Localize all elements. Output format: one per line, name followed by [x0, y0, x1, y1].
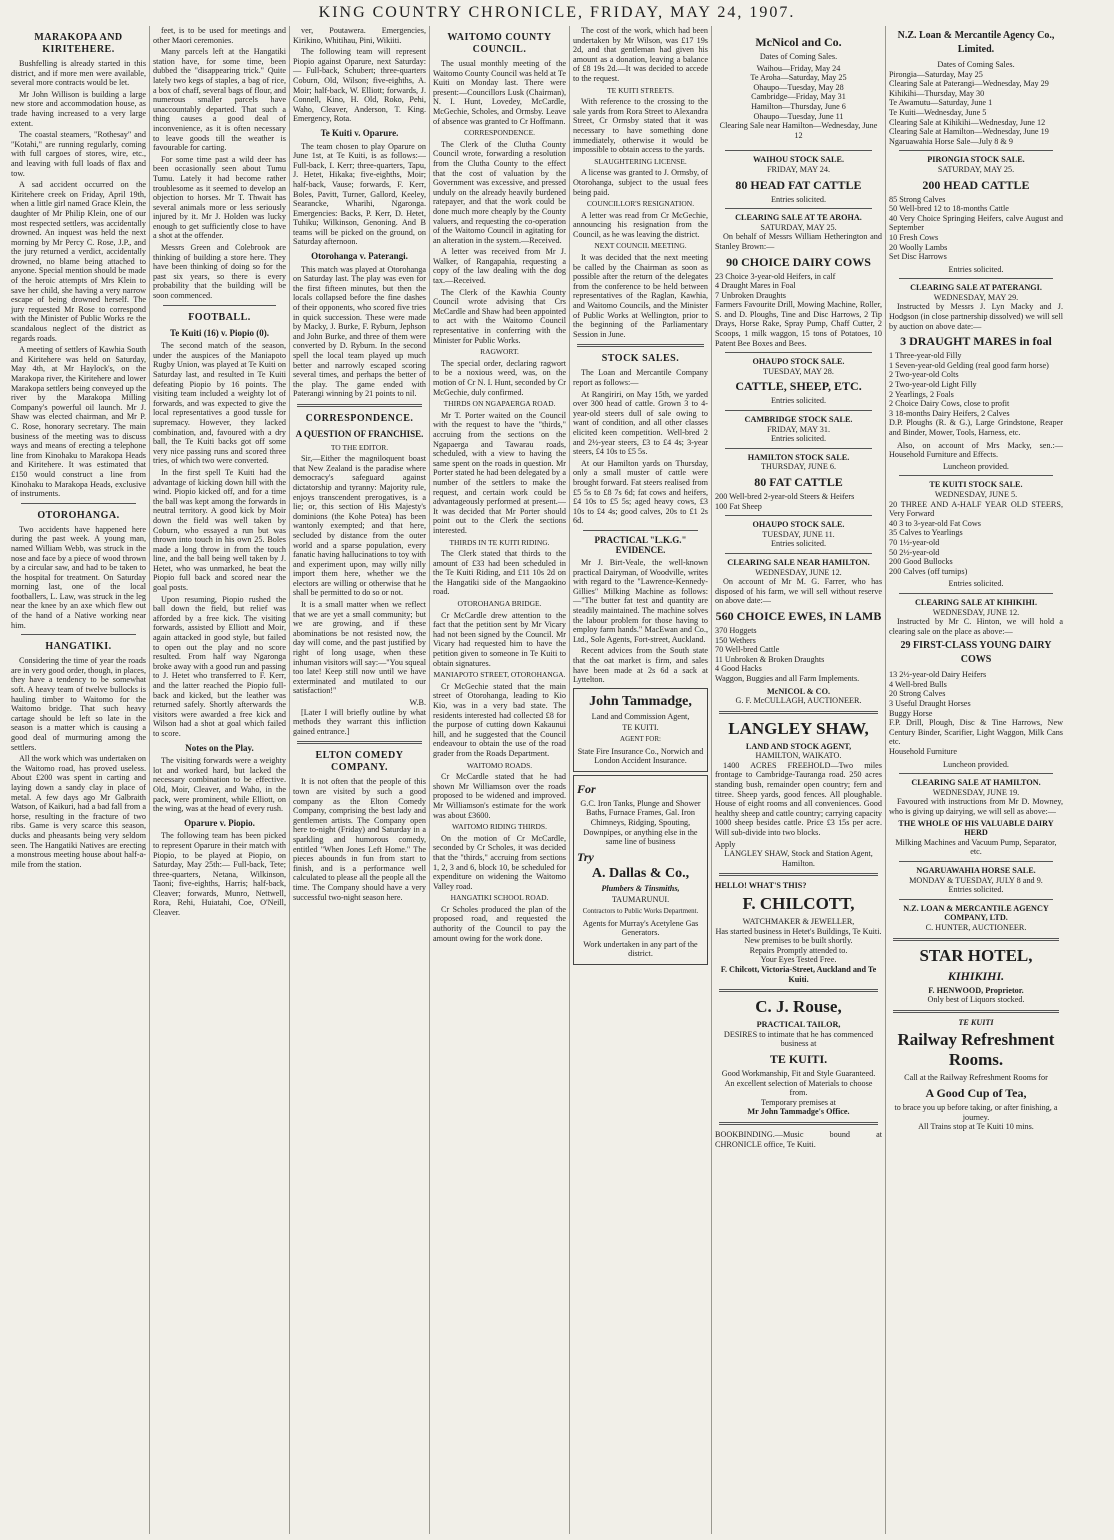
editor-note: [Later I will briefly outline by what methods they warrant this infliction gained entrance.] [293, 707, 426, 736]
subheading: THIRDS IN TE KUITI RIDING. [449, 537, 550, 547]
article-paragraph: The Clerk of the Clutha County Council wrote, forwarding a resolution from the Clutha County to the effect that the cost of valuation by the Government was excessive, and pressed unduly on the already heavily burdened ratepayer, and that the work could be done much more cheaply by the County valuers, and requesting the co-operation of the Waitomo Council in agitating for an alteration in the system.—Received. [433, 139, 566, 245]
ad-text: State Fire Insurance Co., Norwich and London Accident Insurance. [577, 746, 704, 766]
list-item: 2 Two-year-old Light Filly [889, 380, 977, 390]
sale-date: WEDNESDAY, JUNE 12. [932, 607, 1020, 617]
list-item: Pirongia—Saturday, May 25 [889, 69, 983, 79]
heading-council: WAITOMO COUNTY COUNCIL. [447, 32, 552, 55]
sale-text: Favoured with instructions from Mr D. Mowney, who is giving up dairying, we will sell as above:— [889, 797, 1063, 816]
list-item: 50 Well-bred 12 to 18-months Cattle [889, 204, 1009, 214]
article-paragraph: Mr T. Porter waited on the Council with the request to have the "thirds," accruing from the sections on the Ngapaerga and Tawarau roads, scheduled, with a view to having the same spent on the roads in question. Mr Porter stated he had been delegated by a number of the settlers to make the request, and certain work could be advantageously performed at present.—It was decided that Mr Porter should point out to the Clerk the sections interested. [433, 410, 566, 535]
divider [893, 938, 1059, 941]
ad-text: Try [577, 849, 594, 864]
ad-text: Agents for Murray's Acetylene Gas Generators. [582, 918, 699, 938]
list-item: Clearing Sale at Hamilton—Wednesday, June 19 [889, 127, 1049, 137]
article-paragraph: feet, is to be used for meetings and other Maori ceremonies. [153, 26, 286, 45]
sale-date: WEDNESDAY, JUNE 12. [755, 567, 842, 577]
subheading: THIRDS ON NGAPAERGA ROAD. [443, 399, 556, 409]
sale-note: Entries solicited. [948, 885, 1004, 895]
list-item: 70 Well-bred Cattle [715, 645, 780, 655]
heading-lkg: PRACTICAL "L.K.G." EVIDENCE. [594, 534, 687, 555]
article-paragraph: Cr McGechie stated that the main street of Otorohanga, leading to Kio Kio, was in a very bad state. The residents interested had collected £8 for the purpose of cutting down Kakaunui hill, and he suggested that the Council endeavour to obtain the use of the road grader from the Roads Department. [433, 681, 566, 758]
article-paragraph: In the first spell Te Kuiti had the advantage of kicking down hill with the wind. Piopio kicked off, and for a time the ball was kept among the forwards in neutral territory. A good kick by Moir down the field was well taken by Coburn, who essayed a run but was thrown into touch in his own 25. Boles made a long throw in from the touch line, and the ball being well taken by J. Hetet, who was unmarked, he beat the Piopio full back and scored near the goal posts. [153, 467, 286, 593]
ad-text: Repairs Promptly attended to. [749, 945, 848, 955]
ad-title: STAR HOTEL, [919, 945, 1033, 965]
list-item: 100 Fat Sheep [715, 501, 762, 511]
ad-text: For [577, 781, 596, 796]
ad-text: WATCHMAKER & JEWELLER, [742, 917, 855, 926]
heading-elton: ELTON COMEDY COMPANY. [315, 750, 404, 774]
list-item: 4 Well-bred Bulls [889, 679, 947, 689]
list-item: 3 Useful Draught Horses [889, 699, 971, 709]
ad-text: Apply [715, 839, 736, 849]
to-editor: TO THE EDITOR. [330, 442, 389, 452]
ad-text: A Good Cup of Tea, [925, 1085, 1027, 1100]
subheading-franchise: A QUESTION OF FRANCHISE. [295, 428, 424, 439]
article-paragraph: A sad accident occurred on the Kiritehere creek on Friday, April 19th, when a little girl named Grace Klein, the daughter of Mr Philip Klein, one of our most respected settlers, was accidentally drowned. An inquest was held the next morning by Mr Percy C. Rose, J.P., and the jury returned a verdict, accidentally drowned, no blame being attached to anyone. Special mention should be made of the heroic attempts of Mrs Klein to save her child, she having a very narrow escape of being drowned herself. The jury requested Mr Rose to correspond with the Minister of Public Works re the scandalous neglect of the district as regards roads. [11, 180, 146, 343]
sale-date: TUESDAY, JUNE 11. [762, 529, 835, 539]
divider [899, 150, 1053, 151]
sale-note: Luncheon provided. [943, 461, 1009, 471]
ad-title: John Tammadge, [589, 693, 692, 709]
subheading: RAGWORT. [480, 347, 519, 357]
divider [21, 503, 136, 504]
sale-text: On behalf of Messrs William Hetherington and Stanley Brown:— [715, 232, 882, 251]
list-item: Ohaupo—Tuesday, May 28 [753, 82, 844, 92]
divider [583, 530, 698, 531]
list-item: Set Disc Harrows [889, 252, 947, 262]
article-paragraph: The usual monthly meeting of the Waitomo County Council was held at Te Kuiti on Monday last. There were present:—Councillors Lusk (Chairman), N. I. Hunt, Lovedey, McCardle, McGechie, Scholes, and Ormsby. Leave of absence was granted to Cr Hoffmann. [433, 59, 566, 126]
article-paragraph: The special order, declaring ragwort to be a noxious weed, was, on the motion of Cr N. I. Hunt, seconded by Cr McGechie, duly confirmed. [433, 358, 566, 397]
list-item: 20 THREE AND A-HALF YEAR OLD STEERS, Very Forward [889, 499, 1063, 519]
divider [725, 208, 872, 209]
ad-text: to brace you up before taking, or after finishing, a journey. [894, 1102, 1058, 1122]
subheading: NEXT COUNCIL MEETING. [594, 241, 687, 251]
article-paragraph: Messrs Green and Colebrook are thinking of building a store here. They have been thinking of doing so for the past six years, so there is every probability that the building will be soon commenced. [153, 243, 286, 301]
ad-text: Plumbers & Tinsmiths, [601, 883, 680, 893]
ad-text: Land and Commission Agent, [591, 711, 690, 721]
sale-note: Entries solicited. [770, 194, 827, 204]
divider [899, 475, 1053, 476]
article-paragraph: The Clerk stated that thirds to the amount of £33 had been scheduled in the Te Kuiti Riding, and £11 10s 2d on the Hangatiki side of the Mangaokino road. [433, 549, 566, 597]
sale-title: WAIHOU STOCK SALE. [752, 155, 845, 165]
list-item: Buggy Horse [889, 708, 933, 718]
subheading: WAITOMO ROADS. [466, 760, 533, 770]
ad-mcnicol [715, 29, 882, 146]
article-paragraph: ver, Poutawera. Emergencies, Kirikino, Whitihau, Pini, Wikiiti. [293, 26, 426, 45]
ad-text: Call at the Railway Refreshment Rooms for [904, 1073, 1048, 1083]
masthead: KING COUNTRY CHRONICLE, FRIDAY, MAY 24, 1907. [318, 4, 796, 21]
sale-title: OHAUPO STOCK SALE. [752, 357, 845, 367]
list-item: Te Kuiti—Wednesday, June 5 [889, 107, 987, 117]
heading-football: FOOTBALL. [188, 311, 251, 323]
subheading-oparure: Oparure v. Piopio. [184, 817, 255, 828]
heading-stock-sales: STOCK SALES. [601, 353, 680, 365]
divider [719, 989, 878, 992]
list-item: 11 Unbroken & Broken Draughts [715, 654, 825, 664]
sale-note: Luncheon provided. [943, 759, 1009, 769]
column-1 [8, 26, 150, 1534]
list-item: 20 Woolly Lambs [889, 242, 948, 252]
heading-marakopa: MARAKOPA AND KIRITEHERE. [34, 32, 123, 55]
ad-text: AGENT FOR: [620, 735, 661, 743]
list-item: 10 Fresh Cows [889, 232, 939, 242]
list-item: Waihou—Friday, May 24 [756, 63, 841, 73]
divider [899, 278, 1053, 279]
subheading: HANGATIKI SCHOOL ROAD. [450, 893, 549, 903]
article-paragraph: All the work which was undertaken on the Waitomo road, has proved useless. About £200 was spent in carting and laying down a sandy clay in place of metal. A few days ago Mr Galbraith Watson, of Kaikuri, had a bad fall from a horse, resulting in the fracture of two ribs. Game is very scarce this season, ducks and pheasants being very seldom seen. The Hangatiki Natives are erecting a monstrous meeting house about half-a-mile from the station. [11, 754, 146, 869]
sale-note: Entries solicited. [948, 264, 1004, 274]
divider [719, 711, 878, 714]
subheading-match: Te Kuiti (16) v. Piopio (0). [170, 327, 269, 338]
article-paragraph: The cost of the work, which had been undertaken by Mr Wilson, was £17 19s 2d, and that gentleman had given his amount as a donation, leaving a balance of £8 19s 2d.—It was decided to accede to the request. [573, 26, 708, 83]
divider [719, 873, 878, 876]
article-paragraph: Considering the time of year the roads are in very good order, though, in places, they have a tendency to be somewhat soft. A heavy team of twelve bullocks is hauling timber to Waitomo for the Waitomo bridge. That such heavy cartage should be left so late in the season is a matter which is causing a good deal of murmuring among the settlers. [11, 656, 146, 752]
article-paragraph: The Clerk of the Kawhia County Council wrote advising that Crs McCardle and Shaw had been appointed to act with the Waitomo Council representative in conferring with the Minister for Public Works. [433, 287, 566, 345]
divider [297, 741, 422, 744]
sale-title: CLEARING SALE AT KIHIKIHI. [914, 597, 1038, 607]
ad-text: TE KUITI [958, 1017, 994, 1027]
ad-text: KIHIKIHI. [947, 968, 1005, 983]
ad-dallas [573, 775, 708, 965]
list-item: 35 Calves to Yearlings [889, 528, 963, 538]
divider [893, 1010, 1059, 1013]
newspaper-page [8, 26, 1106, 1534]
ad-text: HELLO! WHAT'S THIS? [715, 881, 807, 891]
ad-text: TAUMARUNUI. [611, 895, 670, 905]
list-item: 2 Yearlings, 2 Foals [889, 389, 954, 399]
ad-text: Work undertaken in any part of the district. [583, 939, 698, 959]
article-paragraph: At Rangiriri, on May 15th, we yarded over 300 head of cattle. Grown 3 to 4-year-old steers dull of sale owing to want of condition, and all other classes elicited keen competition. Well-bred 2 and 2½-year steers, £3 to £4 4s; 3-year steers, £4 10s to £5 5s. [573, 389, 708, 457]
article-paragraph: A license was granted to J. Ormsby, of Otorohanga, subject to the usual fees being paid. [573, 168, 708, 197]
signature: N.Z. LOAN & MERCANTILE AGENCY COMPANY, LTD. [903, 903, 1049, 923]
sale-dates [718, 64, 879, 141]
list-item: Clearing Sale near Hamilton—Wednesday, June 12 [719, 121, 878, 140]
divider [899, 593, 1053, 594]
sale-headline: 560 CHOICE EWES, IN LAMB [715, 608, 882, 623]
article-paragraph: Many parcels left at the Hangatiki station have, for some time, been dubbed the "disappearing trick." Quite lately two kegs of staples, a bag of rice, a box of chaff, several bags of flour, and numerous smaller parcels have unaccountably departed. That such a thing causes a good deal of inconvenience, as it is often necessary to leave goods till the weather is favourable for carting. [153, 47, 286, 153]
article-paragraph: Two accidents have happened here during the past week. A young man, named William Webb, was struck in the nose and face by a piece of wood thrown by a circular saw, and had to be taken to the hospital for treatment. On Saturday morning last, one of the local footballers, L. Law, was struck in the leg near the knee by an axe which flew out of the hand of a Native working near him. [11, 524, 146, 630]
ad-text: TE KUITI. [622, 723, 659, 733]
list-item: 200 Calves (off turnips) [889, 566, 968, 576]
sale-title: CLEARING SALE AT PATERANGI. [910, 283, 1042, 293]
list-item: 150 Wethers [715, 635, 756, 645]
list-item: 50 2½-year-old [889, 547, 940, 557]
sale-headline: 80 HEAD FAT CATTLE [735, 177, 862, 192]
divider [297, 404, 422, 407]
ad-text: Mr John Tammadge's Office. [747, 1107, 850, 1117]
sale-items [889, 670, 1063, 756]
column-3 [290, 26, 430, 1534]
ad-text: Only best of Liquors stocked. [927, 995, 1025, 1005]
sale-note: Entries solicited. [770, 539, 827, 549]
list-item: Ngaruawahia Horse Sale—July 8 & 9 [889, 136, 1013, 146]
list-item: 2 Two-year-old Colts [889, 370, 959, 380]
sale-headline: 29 FIRST-CLASS YOUNG DAIRY COWS [900, 640, 1052, 666]
article-paragraph: The coastal steamers, "Rothesay" and "Kotahi," are running regularly, coming with full cargoes of stores, wire, etc., and leaving with full loads of flax and tow. [11, 130, 146, 178]
subheading: COUNCILLOR'S RESIGNATION. [586, 199, 695, 209]
article-paragraph: It was decided that the next meeting be called by the Chairman as soon as possible after the return of the delegates from the conference to be held between representatives of the Raglan, Kawhia, and Waitomo Councils, and the Minister of Public Works at Wellington, prior to the beginning of the Parliamentary Session in June. [573, 253, 708, 339]
article-paragraph: Cr McCardle drew attention to the fact that the petition sent by Mr Vicary had not been signed by the Council. Mr Vicary had requested him to have the petition given to someone in Te Kuiti to obtain signatures. [433, 610, 566, 668]
ad-text: All Trains stop at Te Kuiti 10 mins. [918, 1122, 1034, 1132]
list-item: Farmers Favourite Drill, Mowing Machine, Roller, S. and D. Ploughs, Tine and Disc Harrows, 2 Tip Drays, Horse Rake, Spray Pump, Chaff Cutter, 2 Scoops, 1 milk waggon, 15 tons of Potatoes, 10 Patent Bee Boxes and Bees. [715, 300, 882, 348]
column-5 [570, 26, 712, 1534]
ad-text: HAMILTON, WAIKATO. [755, 751, 842, 761]
sale-title: CAMBRIDGE STOCK SALE. [744, 415, 853, 425]
ad-text: DESIRES to intimate that he has commenced business at [723, 1029, 874, 1049]
article-paragraph: Bushfelling is already started in this district, and if more men were available, several more contracts would be let. [11, 59, 146, 88]
list-item: 70 1½-year-old [889, 537, 940, 547]
ad-text: New premises to be built shortly. [744, 936, 853, 946]
sale-title: CLEARING SALE AT TE AROHA. [735, 213, 862, 223]
ad-text: PRACTICAL TAILOR, [756, 1020, 841, 1030]
article-paragraph: A meeting of settlers of Kawhia South and Kiritehere was held on Saturday, May 4th, at Mr Haylock's, on the Marakopa river, the Kiritehere and lower Marakopa settlers being conveyed up the river by the Marakopa Milling Company's powerful oil launch. Mr J. Shaw was elected chairman, and Mr P. C. Rose, honorary secretary. The main business of the meeting was to discuss ways and means of erecting a telephone line from Kinohaku to Marakopa Heads and Kiritehere. It was estimated that £150 would construct a line from Kinohaku to Marakopa Heads, exclusive of instruments. [11, 345, 146, 499]
ad-text: TE KUITI. [769, 1051, 828, 1066]
article-paragraph: Mr John Willison is building a large new store and accommodation house, as trade having increased to a very large extent. [11, 89, 146, 128]
divider [21, 634, 136, 635]
list-item: 40 Very Choice Springing Heifers, calve August and September [889, 213, 1063, 233]
list-item: Ohaupo—Tuesday, June 11 [753, 111, 844, 121]
list-item: 7 Unbroken Draughts [715, 290, 786, 300]
divider [899, 861, 1053, 862]
article-paragraph: Sir,—Either the magniloquent boast that New Zealand is the paradise where democracy's safeguard against dictatorship and tyranny: Majority rule, enjoys transcendent prerogatives, is a lie; or, this section of His Majesty's dominions (the Kohe Potea) has been wantonly exempted; and that here, secluded by distance from the outer world and a sparse population, every fanatic having hallucinations to toy with and experiment upon, may willy nilly import them here, whether we the electors are willing or otherwise that he shall be permitted to do so or not. [293, 454, 426, 598]
sale-items [715, 272, 882, 349]
ad-text: Dates of Coming Sales. [759, 52, 838, 61]
sale-headline: THE WHOLE OF HIS VALUABLE DAIRY HERD [898, 818, 1054, 838]
sale-date: SATURDAY, MAY 25. [760, 222, 837, 232]
list-item: Waggon, Buggies and all Farm Implements. [715, 673, 860, 683]
article-paragraph: Cr Scholes produced the plan of the proposed road, and requested the authority of the Council to pay the amount owing for the work done. [433, 904, 566, 943]
ad-text: F. Chilcott, Victoria-Street, Auckland and Te Kuiti. [720, 964, 877, 984]
article-paragraph: The Loan and Mercantile Company report as follows:— [573, 368, 708, 387]
list-item: F.P. Drill, Plough, Disc & Tine Harrows, New Century Binder, Scarifier, Light Waggon, Milk Cans etc. [889, 718, 1063, 747]
subheading: TE KUITI STREETS. [607, 85, 674, 95]
list-item: 370 Hoggets [715, 625, 757, 635]
ad-text: Has started business in Hetet's Buildings, Te Kuiti. [715, 926, 882, 936]
sale-date: WEDNESDAY, JUNE 5. [934, 489, 1018, 499]
subheading: CORRESPONDENCE. [463, 128, 536, 138]
sale-note: Entries solicited. [770, 396, 827, 406]
sale-date: MONDAY & TUESDAY, JULY 8 and 9. [909, 875, 1043, 885]
list-item: 2 Choice Dairy Cows, close to profit [889, 399, 1010, 409]
article-paragraph: The following team will represent Piopio against Oparure, next Saturday:— Full-back, Schubert; three-quarters Coburn, Old, Wilson; five-eighths, A. Moir; half-back, W. Elliott; forwards, J. Connell, Kino, H. Old, Roko, Pehi, Waho, Cleaver, Anderson, T. King. Emergency, Rota. [293, 47, 426, 124]
divider [725, 553, 872, 554]
sale-headline: 80 FAT CATTLE [754, 475, 843, 489]
ad-title: McNicol and Co. [755, 35, 842, 49]
sale-title: OHAUPO STOCK SALE. [752, 520, 845, 530]
article-paragraph: The second match of the season, under the auspices of the Maniapoto Rugby Union, was played at Te Kuiti on Saturday last, and resulted in Te Kuiti defeating Piopio by 16 points. The visiting team included a weighty lot of forwards, and was expected to give the local representatives a good tussle for supremacy. However, they lacked combination, and, favoured with a dry ball, the Te Kuiti backs got off some very nice passing runs and scored three tries, of which two were converted. [153, 341, 286, 466]
list-item: Clearing Sale at Paterangi—Wednesday, May 29 [889, 79, 1049, 89]
ad-text: LANGLEY SHAW, Stock and Station Agent, Hamilton. [724, 849, 873, 868]
article-paragraph: Upon resuming, Piopio rushed the ball down the field, but relief was afforded by a free kick. The visiting forwards, assisted by Elliott and Moir, again attacked in good style, but failed to open out the play and no score resulted. From half way Ngaronga broke away with a good run and passing to J. Hetet who transferred to F. Kerr, and the latter reached the Piopio full-back and kicked, but the leather was returned safely. Shortly afterwards the visitors were awarded a free kick and Wilson had a shot at goal which failed to score. [153, 594, 286, 738]
sale-date: FRIDAY, MAY 31. [766, 424, 831, 434]
article-paragraph: A letter was read from Cr McGechie, announcing his resignation from the Council, as he was leaving the district. [573, 210, 708, 239]
article-paragraph: Mr J. Birt-Veale, the well-known practical Dairyman, of Woodville, writes with regard to the "Lawrence-Kennedy-Gillies" Milking Machine as follows:—"The butter fat test and quantity are steadily maintained. The machine solves the labour problem for those having to employ farm hands." MacEwan and Co., Ltd., Sole Agents, Fort-street, Auckland. [573, 558, 708, 644]
article-paragraph: It is a small matter when we reflect that we are yet a small community; but we are growing, and if these abominations be not resisted now, the day will come, and the past justified by right of long usage, when these inhuman visitors will say:—"You squeal too late! Keep still now until we have exterminated and mutilated to our satisfaction!" [293, 600, 426, 696]
heading-hangatiki: HANGATIKI. [45, 641, 112, 653]
article-paragraph: Recent advices from the South state that the oat market is firm, and sales have been made at 2s 6d a sack at Lyttelton. [573, 646, 708, 685]
divider [725, 150, 872, 151]
ad-text: Temporary premises at [761, 1097, 836, 1107]
article-paragraph: For some time past a wild deer has been occasionally seen about Tumu Tumu. Lately it had become rather troublesome as it seemed to develop an objection to horses. Mr T. Thwait has several animals more or less seriously injured by it. Mr J. Holden was lucky enough to get sufficiently close to have a shot at the offender. [153, 154, 286, 241]
heading-correspondence: CORRESPONDENCE. [305, 412, 414, 424]
list-item: 4 Draught Mares in Foal [715, 281, 796, 291]
column-2 [150, 26, 290, 1534]
sale-text: Milking Machines and Vacuum Pump, Separator, etc. [895, 837, 1057, 857]
divider [725, 410, 872, 411]
sale-date: FRIDAY, MAY 24. [766, 164, 831, 174]
subheading: OTOROHANGA BRIDGE. [457, 599, 542, 609]
list-item: 200 Well-bred 2-year-old Steers & Heifers [715, 492, 855, 501]
ad-text: Good Workmanship, Fit and Style Guaranteed. [721, 1068, 876, 1078]
divider [163, 305, 276, 306]
sale-items [889, 195, 1063, 262]
ad-text: Contractors to Public Works Department. [582, 906, 699, 915]
list-item: Hamilton—Thursday, June 6 [751, 101, 846, 111]
list-item: Household Furniture [889, 747, 957, 757]
sale-headline: CATTLE, SHEEP, ETC. [735, 379, 862, 394]
ad-title: Railway Refreshment Rooms. [897, 1030, 1055, 1070]
list-item: Clearing Sale at Kihikihi—Wednesday, June 12 [889, 117, 1046, 127]
article-paragraph: At our Hamilton yards on Thursday, only a small muster of cattle were brought forward. Fat steers realised from £5 5s to £8 7s 6d; fat cows and heifers, £4 10s to £5 5s; aged heavy cows, £3 10s to £4 4s; good calves, 20s to £1 2s 6d. [573, 458, 708, 526]
ad-title: A. Dallas & Co., [591, 865, 690, 881]
list-item: Te Awamutu—Saturday, June 1 [889, 98, 993, 108]
subheading: WAITOMO RIDING THIRDS. [452, 822, 547, 832]
signature: G. F. McCULLAGH, AUCTIONEER. [735, 696, 862, 706]
divider [725, 352, 872, 353]
list-item: 3 18-months Dairy Heifers, 2 Calves [889, 408, 1010, 418]
list-item: 40 3 to 3-year-old Fat Cows [889, 518, 981, 528]
column-6 [712, 26, 886, 1534]
list-item: 1 Three-year-old Filly [889, 351, 962, 361]
sale-date: WEDNESDAY, JUNE 19. [932, 787, 1020, 797]
signature: McNICOL & CO. [767, 686, 830, 696]
sale-items [715, 626, 882, 684]
ad-tammadge [573, 688, 708, 772]
list-item: 85 Strong Calves [889, 194, 946, 204]
ad-text: LAND AND STOCK AGENT, [745, 741, 852, 751]
ad-text: 1400 ACRES FREEHOLD—Two miles frontage to Cambridge-Tauranga road. 250 acres standing bush, remainder open country; fern and titree. Sheep yards, good fences. All ploughable. House of eight rooms and all conveniences. Good healthy sheep and cattle country; carrying capacity 1000 sheep besides cattle. Price £3 15s per acre. Will sub-divide into two blocks. [715, 760, 882, 838]
divider [899, 773, 1053, 774]
list-item: 4 Good Hacks [715, 664, 762, 674]
ad-text: An excellent selection of Materials to choose from. [724, 1078, 873, 1098]
column-7 [886, 26, 1066, 1534]
sale-note: Entries solicited. [770, 434, 827, 444]
subheading: SLAUGHTERING LICENSE. [594, 156, 687, 166]
sale-date: SATURDAY, MAY 25. [937, 164, 1015, 174]
ad-title: C. J. Rouse, [755, 997, 842, 1017]
signature: C. HUNTER, AUCTIONEER. [925, 922, 1027, 932]
sale-text: Also, on account of Mrs Macky, sen.:— Household Furniture and Effects. [889, 440, 1063, 460]
sale-title: HAMILTON STOCK SALE. [747, 452, 850, 462]
divider [719, 1122, 878, 1125]
article-paragraph: The visiting forwards were a weighty lot and worked hard, but lacked the necessary combination to be effective. Old, Moir, Cleaver, and Waho, in the pack, were prominent, while Elliott, on the wing, was at the head of every rush. [153, 756, 286, 814]
sale-text: Instructed by Messrs J. Lyn Macky and J. Hodgson (in close partnership dissolved) we will sell by auction on above date:— [889, 302, 1063, 331]
subheading-tekuiti-oparure: Te Kuiti v. Oparure. [320, 127, 399, 138]
article-paragraph: A letter was received from Mr J. Walker, of Rangapahia, requesting a copy of the law dealing with the dog tax.—Received. [433, 247, 566, 286]
sale-date: THURSDAY, JUNE 6. [760, 462, 837, 472]
sale-title: PIRONGIA STOCK SALE. [927, 155, 1025, 165]
article-paragraph: Cr McCardle stated that he had shown Mr Williamson over the roads proposed to be widened and improved. Mr Williamson's estimate for the work was about £3600. [433, 772, 566, 820]
ad-title: F. CHILCOTT, [742, 894, 855, 913]
ad-text: F. HENWOOD, Proprietor. [928, 985, 1024, 995]
signature: W.B. [409, 698, 426, 707]
sale-title: CLEARING SALE AT HAMILTON. [911, 778, 1041, 788]
sale-title: CLEARING SALE NEAR HAMILTON. [727, 557, 870, 567]
sale-text: On account of Mr M. G. Farrer, who has disposed of his farm, we will sell without reserve on above date:— [715, 577, 882, 606]
divider [577, 344, 704, 347]
sale-items [889, 351, 1063, 437]
ad-text: Your Eyes Tested Free. [760, 955, 837, 965]
sale-date: WEDNESDAY, MAY 29. [933, 292, 1019, 302]
ad-text: G.C. Iron Tanks, Plunge and Shower Baths, Furnace Frames, Gal. Iron Chimneys, Ridging, Spouting, Downpipes, or anything else in the same line of business [580, 798, 701, 847]
list-item: D.P. Ploughs (R. & G.), Large Grindstone, Reaper and Binder, Mower, Tools, Harness, etc. [889, 418, 1063, 437]
sale-dates [889, 70, 1063, 147]
subheading: MANIAPOTO STREET, OTOROHANGA. [433, 670, 566, 680]
sale-items [715, 492, 882, 511]
divider [725, 515, 872, 516]
heading-otorohanga: OTOROHANGA. [37, 509, 120, 521]
list-item: Cambridge—Friday, May 31 [751, 92, 846, 102]
sale-title: TE KUITI STOCK SALE. [929, 480, 1023, 490]
list-item: Kihikihi—Thursday, May 30 [889, 88, 985, 98]
ad-title: N.Z. Loan & Mercantile Agency Co., Limited. [897, 30, 1055, 55]
column-4 [430, 26, 570, 1534]
sale-headline: 90 CHOICE DAIRY COWS [726, 254, 871, 269]
ad-title: LANGLEY SHAW, [728, 718, 869, 738]
sale-headline: 3 DRAUGHT MARES in foal [900, 334, 1052, 349]
list-item: 13 2½-year-old Dairy Heifers [889, 670, 987, 680]
sale-items [889, 500, 1063, 577]
article-paragraph: This match was played at Otorohanga on Saturday last. The play was even for the first fifteen minutes, but then the locals collapsed before the fine dashes of their opponents, who scored five tries in quick succession. These were made by Macky, J. Burke, F. Ryburn, Jephson and John Burke, and three of them were converted by D. Ryburn. In the second spell the local team played up much better and narrowly escaped scoring several times, and perhaps the better of the play. The game ended with Paterangi winning by 21 points to nil. [293, 264, 426, 399]
divider [725, 448, 872, 449]
subheading-otorohanga-paterangi: Otorohanga v. Paterangi. [311, 251, 408, 262]
sale-text: Instructed by Mr C. Hinton, we will hold a clearing sale on the place as above:— [889, 617, 1063, 636]
list-item: Te Aroha—Saturday, May 25 [750, 73, 847, 83]
article-paragraph: It is not often that the people of this town are visited by such a good company as the Elton Comedy Company, comprising the best lady and gentlemen artists. The Company open here to-night (Friday) and Saturday in a sparkling and humorous comedy, entitled "When Jones Left Home." The pieces abounds in fun from start to finish, and is a performance well calculated to please all the people all the time. The Company should have a very successful two-night season here. [293, 777, 426, 902]
sale-headline: 200 HEAD CATTLE [922, 177, 1030, 192]
article-paragraph: With reference to the crossing to the sale yards from Rora Street to Alexandra Street, Cr Ormsby stated that it was necessary to have something done immediately, otherwise it would be impossible to obtain access to the yards. [573, 97, 708, 155]
ad-text: BOOKBINDING.—Music bound at CHRONICLE office, Te Kuiti. [715, 1129, 882, 1149]
ad-text: Dates of Coming Sales. [937, 60, 1015, 69]
list-item: 23 Choice 3-year-old Heifers, in calf [715, 271, 836, 281]
list-item: 200 Good Bullocks [889, 557, 953, 567]
divider [899, 899, 1053, 900]
article-paragraph: The team chosen to play Oparure on June 1st, at Te Kuiti, is as follows:— Full-back, I. Kerr; three-quarters, Tapu, J. Hetet, Hikaka; five-eighths, Moir; half-back, Vause; forwards, F. Kerr, Boles, Pavitt, Turner, Gallord, Keeley, Searancke, Wharihi, Ngaronga. Emergencies: Backs, P. Kerr, D. Hetet, Tuhiku; Wilkinson, Genoning. And B teams will be picked on the ground, on Saturday afternoon. [293, 141, 426, 247]
list-item: 20 Strong Calves [889, 689, 946, 699]
sale-note: Entries solicited. [948, 579, 1004, 589]
subheading-notes: Notes on the Play. [185, 742, 254, 753]
article-paragraph: The following team has been picked to represent Oparure in their match with Piopio, to be played at Piopio, on Saturday, May 25th:— Full-back, Tete; three-quarters, Netana, Wilkinson, Taoni; five-eighths, Harris; half-back, Cleaver; forwards, Munro, Nettwell, Rora, Rehi, Huiatahi, Coe, O'Neill, Cleaver. [153, 831, 286, 918]
article-paragraph: On the motion of Cr McCardle, seconded by Cr Scholes, it was decided that the "thirds," accruing from sections 1, 2, 3 and 6, block 10, be scheduled for expenditure on widening the Waitomo Valley road. [433, 833, 566, 891]
sale-title: NGARUAWAHIA HORSE SALE. [916, 865, 1036, 875]
list-item: 1 Seven-year-old Gelding (real good farm horse) [889, 360, 1049, 370]
sale-date: TUESDAY, MAY 28. [763, 366, 834, 376]
